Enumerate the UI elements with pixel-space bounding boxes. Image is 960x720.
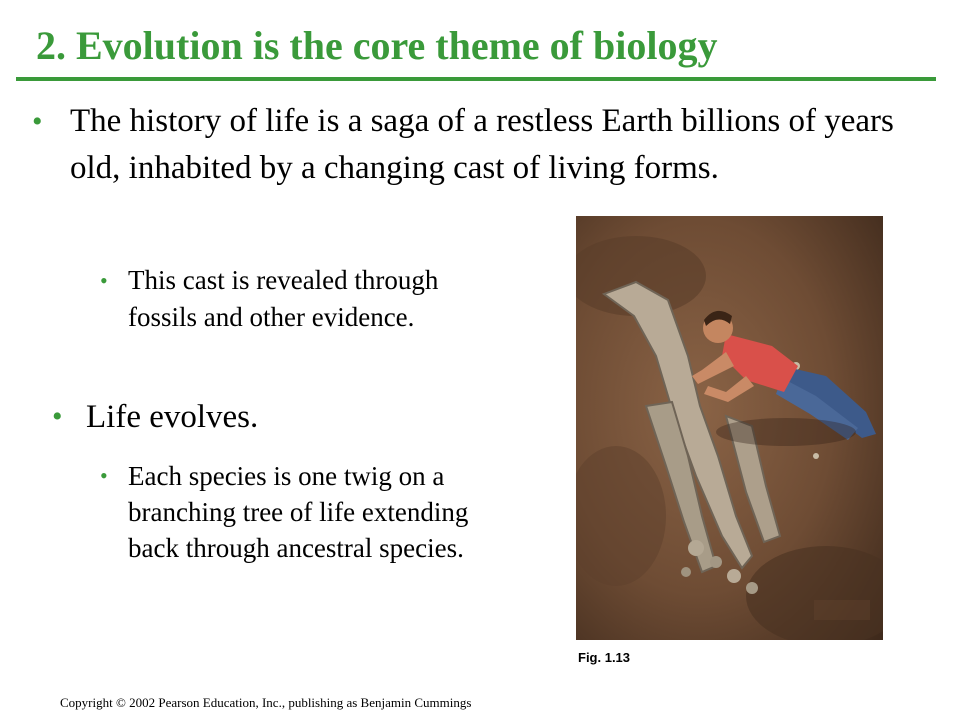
bullet-dot-icon: •: [100, 268, 108, 293]
figure-caption: Fig. 1.13: [578, 650, 631, 665]
bullet-life-evolves: [52, 396, 486, 438]
fossil-excavation-photo: [576, 216, 883, 640]
subbullet-fossils: [100, 262, 488, 336]
bullet-dot-icon: •: [100, 463, 108, 488]
bullet-history-of-life: [32, 98, 900, 192]
bullet-text: Life evolves.: [86, 399, 259, 435]
bullet-text: This cast is revealed through fossils and other evidence.: [128, 265, 439, 332]
subbullet-tree-of-life: [100, 458, 498, 566]
slide-title: 2. Evolution is the core theme of biology: [36, 23, 718, 68]
bullet-text: The history of life is a saga of a restless Earth billions of years old, inhabited by a changing cast of living forms.: [70, 103, 894, 186]
title-underline: [16, 77, 936, 81]
bullet-dot-icon: •: [32, 105, 43, 138]
bullet-text: Each species is one twig on a branching tree of life extending back through ancestral species.: [128, 461, 469, 563]
copyright-footer: Copyright © 2002 Pearson Education, Inc., publishing as Benjamin Cummings: [60, 695, 472, 710]
bullet-dot-icon: •: [52, 400, 63, 433]
